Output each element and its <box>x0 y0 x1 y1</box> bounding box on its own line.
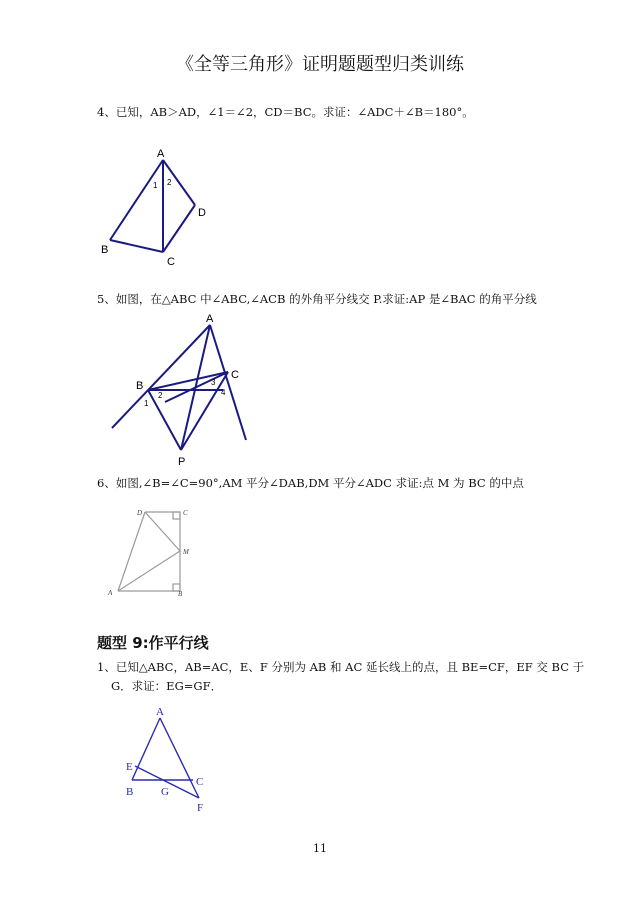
page-number: 11 <box>313 842 327 855</box>
problem-4-number: 4、 <box>97 105 116 119</box>
label-b: B <box>178 590 183 598</box>
label-angle-3: 3 <box>211 378 216 387</box>
problem-6-text: 如图,∠B=∠C=90°,AM 平分∠DAB,DM 平分∠ADC 求证:点 M 为 BC 的中点 <box>115 476 524 490</box>
section-problem-1-text: 已知△ABC，AB=AC，E、F 分别为 AB 和 AC 延长线上的点，且 BE=CF，EF 交 BC 于 <box>115 660 585 674</box>
page-title: 《全等三角形》证明题题型归类训练 <box>176 54 464 75</box>
segment-ab <box>132 718 160 780</box>
label-a: A <box>156 706 164 718</box>
label-b: B <box>136 380 144 392</box>
label-c: C <box>231 369 239 381</box>
label-f: F <box>197 802 204 814</box>
label-m: M <box>183 548 189 556</box>
label-angle-4: 4 <box>221 388 226 397</box>
problem-5-number: 5、 <box>97 292 116 306</box>
label-angle-2: 2 <box>158 391 163 400</box>
section-heading: 题型 9:作平行线 <box>97 634 209 652</box>
label-d: D <box>137 509 143 517</box>
label-e: E <box>126 761 133 773</box>
problem-6-number: 6、 <box>97 476 116 490</box>
label-a: A <box>157 148 165 160</box>
label-a: A <box>206 313 214 325</box>
label-angle-1: 1 <box>153 181 158 190</box>
label-c: C <box>183 509 188 517</box>
label-angle-2: 2 <box>167 178 172 187</box>
label-p: P <box>178 456 186 468</box>
label-angle-1: 1 <box>144 399 149 408</box>
label-d: D <box>198 207 206 219</box>
problem-5-text: 如图，在△ABC 中∠ABC,∠ACB 的外角平分线交 P.求证:AP 是∠BAC 的角平分线 <box>115 292 537 306</box>
problem-4-text: 已知，AB＞AD，∠1＝∠2，CD＝BC。求证：∠ADC＋∠B＝180°。 <box>115 105 474 119</box>
label-a: A <box>108 589 113 597</box>
label-b: B <box>101 244 109 256</box>
label-b: B <box>126 786 134 798</box>
section-problem-1-number: 1、 <box>97 660 116 674</box>
label-g: G <box>161 786 169 798</box>
label-c: C <box>196 776 204 788</box>
section-problem-1-line2: G．求证：EG=GF． <box>111 679 223 693</box>
label-c: C <box>167 256 175 268</box>
